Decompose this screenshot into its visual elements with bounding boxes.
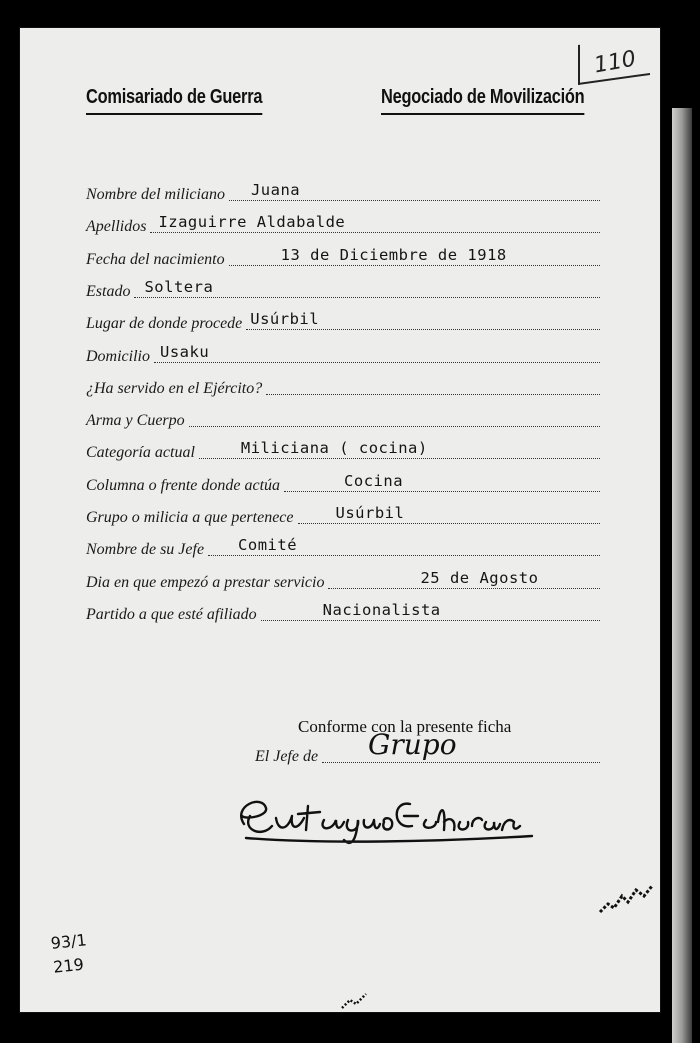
field-fill-line: [154, 342, 600, 363]
field-row: [86, 309, 600, 333]
jefe-handwritten-group: Grupo: [368, 728, 457, 761]
field-row: [86, 568, 600, 592]
field-value: Miliciana ( cocina): [240, 439, 428, 458]
field-row: [86, 212, 600, 236]
field-fill-line: [229, 180, 600, 201]
field-row: [86, 277, 600, 301]
field-label: Apellidos: [86, 218, 147, 236]
field-value: Izaguirre Aldabalde: [158, 213, 346, 232]
field-fill-line: [246, 309, 600, 330]
field-label: Grupo o milicia a que pertenece: [86, 509, 294, 526]
field-label: Nombre de su Jefe: [86, 541, 205, 559]
field-label: Dia en que empezó a prestar servicio: [86, 573, 325, 591]
field-label: Partido a que esté afiliado: [86, 605, 257, 623]
margin-scribble: [596, 882, 656, 916]
field-value: Cocina: [344, 471, 404, 490]
field-row: [86, 180, 600, 204]
header-negociado: Negociado de Movilización: [381, 86, 584, 115]
field-value: Soltera: [144, 277, 214, 296]
field-label: Columna o frente donde actúa: [86, 476, 281, 494]
field-fill-line: [199, 438, 600, 459]
archive-mark-1: 93/1: [49, 930, 88, 953]
field-fill-line: [189, 406, 600, 427]
header-comisariado: Comisariado de Guerra: [86, 86, 262, 115]
field-value: Usúrbil: [335, 504, 405, 522]
handwritten-signature: [232, 786, 562, 846]
field-row: [86, 406, 600, 430]
field-row: [86, 374, 600, 398]
field-fill-line: [298, 503, 601, 524]
field-fill-line: [328, 568, 600, 589]
field-row: [86, 600, 600, 624]
field-fill-line: [150, 212, 600, 233]
field-value: Comité: [238, 536, 298, 555]
bottom-scribble: [340, 990, 370, 1010]
field-row: [86, 503, 600, 527]
archive-mark-2: 219: [52, 954, 85, 977]
field-label: Fecha del nacimiento: [86, 250, 225, 268]
field-fill-line: [284, 471, 600, 492]
jefe-label: El Jefe de: [255, 748, 319, 765]
field-label: Arma y Cuerpo: [86, 412, 185, 430]
field-label: ¿Ha servido en el Ejército?: [86, 379, 263, 397]
folio-number: 110: [592, 46, 638, 79]
field-row: [86, 438, 600, 462]
field-fill-line: [229, 245, 600, 266]
field-value: Usaku: [160, 342, 210, 361]
field-row: [86, 535, 600, 559]
field-label: Lugar de donde procede: [86, 315, 243, 333]
field-label: Domicilio: [86, 347, 150, 365]
field-value: Juana: [250, 181, 301, 199]
field-row: [86, 245, 600, 269]
field-fill-line: [208, 535, 600, 556]
field-label: Nombre del miliciano: [86, 186, 225, 203]
field-label: Categoría actual: [86, 444, 195, 462]
field-value: 13 de Diciembre de 1918: [280, 245, 507, 264]
conforme-text: Conforme con la presente ficha: [298, 717, 512, 736]
field-fill-line: [266, 374, 600, 395]
field-label: Estado: [86, 282, 131, 300]
jefe-fill-line: [322, 742, 600, 763]
archive-marks: [50, 928, 91, 979]
field-fill-line: [134, 277, 600, 298]
field-value: 25 de Agosto: [420, 568, 539, 587]
card-edge: [672, 108, 692, 1043]
field-row: [86, 471, 600, 495]
field-value: Usúrbil: [250, 310, 320, 329]
field-row: [86, 342, 600, 366]
field-fill-line: [261, 600, 600, 621]
field-value: Nacionalista: [322, 600, 441, 619]
